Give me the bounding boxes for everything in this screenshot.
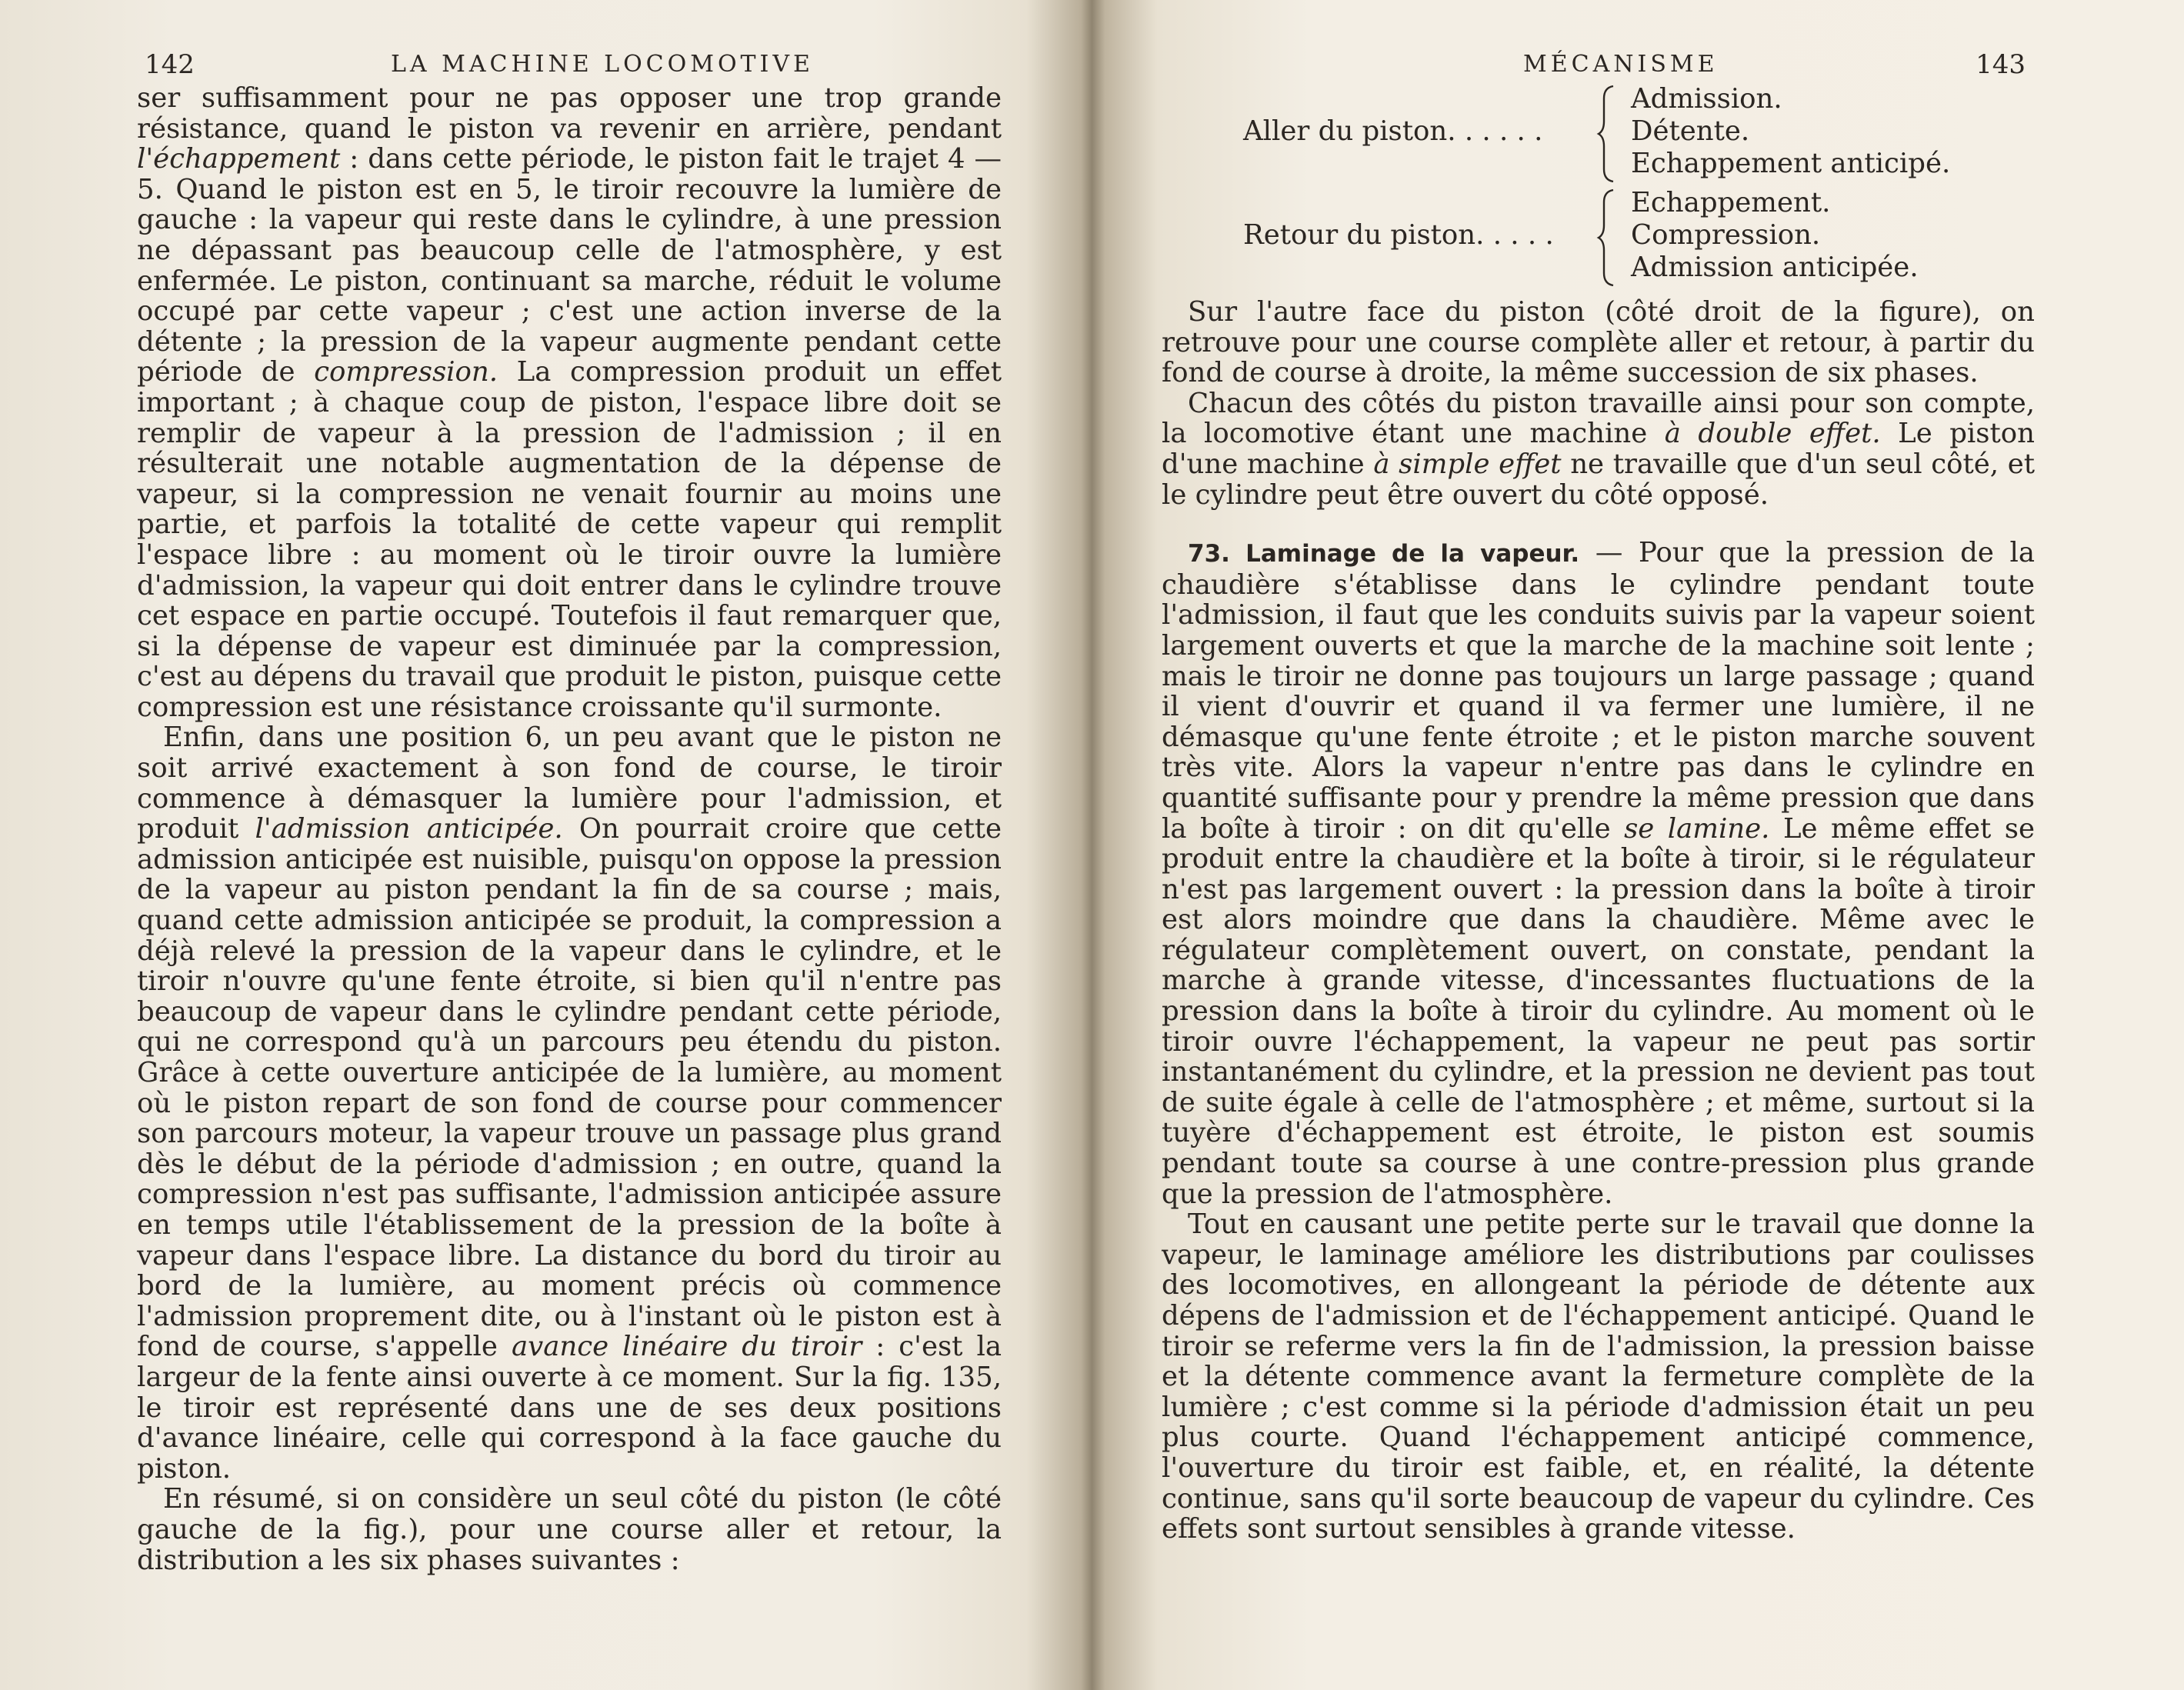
text-run: : dans cette période, le piston fait le trajet 4 — 5. Quand le piston est en 5, le tiroir recouvre la lumière de gauche : la vapeur qui reste dans le cylindre, à une pression ne dépassant pas beaucoup celle de l'atmosphère, y est enfermée. Le piston, continuant sa marche, réduit le volume occupé par cette vapeur ; c'est une action inverse de la détente ; la pression de la vapeur augmente pendant cette période de — [137, 143, 1002, 388]
phase-items — [1631, 187, 1919, 284]
section-number: 73. — [1188, 540, 1230, 568]
phase-group-label: Retour du piston. . . . . — [1243, 219, 1554, 251]
curly-brace-icon — [1596, 187, 1618, 288]
text-run: Le piston d'une machine — [1162, 418, 2036, 480]
left-page-body — [137, 83, 1002, 1575]
phase-item: Echappement. — [1631, 187, 1831, 218]
italic-text: à simple effet — [1373, 448, 1562, 480]
right-page-body — [1162, 83, 2035, 1545]
text-run: La compression produit un effet important ; à chaque coup de piston, l'espace libre doit se remplir de vapeur à la pression de l'admission ; il en résulterait une notable augmentation de la dépense de vapeur, si la compression ne venait fournir au moins une partie, et parfois la totalité de cette vapeur qui remplit l'espace libre : au moment où le tiroir ouvre la lumière d'admission, la vapeur qui doit entrer dans le cylindre trouve cet espace en partie occupé. Toutefois il faut remarquer que, si la dépense de vapeur est diminuée par la compression, c'est au dépens du travail que produit le piston, puisque cette compression est une résistance croissante qu'il surmonte. — [137, 356, 1002, 723]
paragraph — [1162, 1209, 2035, 1545]
phase-list — [1162, 83, 2035, 291]
phase-group-retour — [1162, 187, 2035, 288]
paragraph — [137, 83, 1002, 722]
phase-group-label: Aller du piston. . . . . . — [1243, 115, 1543, 147]
phase-item: Admission. — [1631, 83, 1782, 115]
italic-text: l'admission anticipée. — [255, 813, 563, 845]
text-run: ne travaille que d'un seul côté, et le cylindre peut être ouvert du côté opposé. — [1162, 448, 2035, 511]
paragraph — [1162, 388, 2035, 510]
text-run: En résumé, si on considère un seul côté du piston (le côté gauche de la fig.), pour une course aller et retour, la distribution a les six phases suivantes : — [137, 1483, 1002, 1576]
phase-item: Echappement anticipé. — [1631, 148, 1951, 179]
text-run: ser suffisamment pour ne pas opposer une trop grande résistance, quand le piston va revenir en arrière, pendant — [137, 82, 1002, 145]
paragraph — [1162, 297, 2035, 388]
page-number: 142 — [145, 49, 195, 80]
text-run: Chacun des côtés du piston travaille ainsi pour son compte, la locomotive étant une machine — [1162, 387, 2035, 450]
section-paragraph — [1162, 538, 2035, 1209]
phase-item: Compression. — [1631, 219, 1821, 251]
italic-text: l'échappement — [137, 143, 341, 175]
section-heading — [1188, 540, 1579, 568]
running-head-title: LA MACHINE LOCOMOTIVE — [391, 51, 814, 78]
text-run: On pourrait croire que cette admission anticipée est nuisible, puisqu'on oppose la pression de la vapeur au piston pendant la fin de sa course ; mais, quand cette admission anticipée se produit, la compression a déjà relevé la pression de la vapeur dans le cylindre, et le tiroir n'ouvre qu'une fente étroite, si bien qu'il n'entre pas beaucoup de vapeur dans le cylindre pendant cette période, qui ne correspond qu'à un parcours peu étendu du piston. Grâce à cette ouverture anticipée de la lumière, au moment où le piston repart de son fond de course pour commencer son parcours moteur, la vapeur trouve un passage plus grand dès le début de la période d'admission ; en outre, quand la compression n'est pas suffisante, l'admission anticipée assure en temps utile l'établissement de la pression de la boîte à vapeur dans l'espace libre. La distance du bord du tiroir au bord de la lumière, au moment précis où commence l'admission proprement dite, ou à l'instant où le piston est à fond de course, s'appelle — [137, 813, 1002, 1363]
paragraph — [137, 1484, 1002, 1575]
text-run: Sur l'autre face du piston (côté droit de la figure), on retrouve pour une course complète aller et retour, à partir du fond de course à droite, la même succession de six phases. — [1162, 296, 2035, 389]
italic-text: avance linéaire du tiroir — [511, 1331, 862, 1363]
left-page — [137, 46, 1002, 1575]
text-run: — Pour que la pression de la chaudière s'établisse dans le cylindre pendant toute l'admission, il faut que les conduits suivis par la vapeur soient largement ouverts et que la marche de la machine soit lente ; mais le tiroir ne donne pas toujours un large passage ; quand il vient d'ouvrir et quand il va fermer une lumière, il ne démasque qu'une fente étroite ; et le piston marche souvent très vite. Alors la vapeur n'entre pas dans le cylindre en quantité suffisante pour y prendre la même pression que dans la boîte à tiroir : on dit qu'elle — [1162, 537, 2036, 845]
text-run: Enfin, dans une position 6, un peu avant que le piston ne soit arrivé exactement à son fond de course, le tiroir commence à démasquer la lumière pour l'admission, et produit — [137, 722, 1002, 845]
italic-text: à double effet. — [1664, 418, 1881, 450]
curly-brace-icon — [1596, 83, 1618, 185]
running-head — [137, 46, 1002, 83]
right-page — [1162, 46, 2035, 1545]
phase-items — [1631, 83, 1950, 180]
italic-text: compression. — [314, 356, 498, 388]
italic-text: se lamine. — [1624, 812, 1770, 845]
phase-item: Admission anticipée. — [1631, 252, 1919, 283]
phase-group-aller — [1162, 83, 2035, 185]
page-number: 143 — [1976, 49, 2026, 80]
text-run: : c'est la largeur de la fente ainsi ouverte à ce moment. Sur la fig. 135, le tiroir est représenté dans une de ses deux positions d'avance linéaire, celle qui correspond à la face gauche du piston. — [137, 1331, 1002, 1485]
text-run: Le même effet se produit entre la chaudière et la boîte à tiroir, si le régulateur n'est pas largement ouvert : la pression dans la boîte à tiroir est alors moindre que dans la chaudière. Même avec le régulateur complètement ouvert, on constate, pendant la marche à grande vitesse, d'incessantes fluctuations de la pression dans la boîte à tiroir du cylindre. Au moment où le tiroir ouvre l'échappement, la vapeur ne peut pas sortir instantanément du cylindre, et la pression ne devient pas tout de suite égale à celle de l'atmosphère ; et même, surtout si la tuyère d'échappement est étroite, le piston est soumis pendant toute sa course à une contre-pression plus grande que la pression de l'atmosphère. — [1162, 812, 2036, 1210]
text-run: Tout en causant une petite perte sur le travail que donne la vapeur, le laminage améliore les distributions par coulisses des locomotives, en allongeant la période de détente aux dépens de l'admission et de l'échappement anticipé. Quand le tiroir se referme vers la fin de l'admission, la pression baisse et la détente commence avant la fermeture complète de la lumière ; c'est comme si la période d'admission était un peu plus courte. Quand l'échappement anticipé commence, l'ouverture du tiroir est faible, et, en réalité, la détente continue, sans qu'il sorte beaucoup de vapeur du cylindre. Ces effets sont surtout sensibles à grande vitesse. — [1162, 1208, 2035, 1545]
running-head — [1162, 46, 2035, 83]
paragraph — [137, 722, 1002, 1484]
section-spacer — [1162, 510, 2035, 538]
section-title: Laminage de la vapeur. — [1245, 540, 1580, 568]
running-head-title: MÉCANISME — [1523, 51, 1719, 78]
phase-item: Détente. — [1631, 115, 1750, 147]
section-text — [1162, 537, 2035, 1209]
